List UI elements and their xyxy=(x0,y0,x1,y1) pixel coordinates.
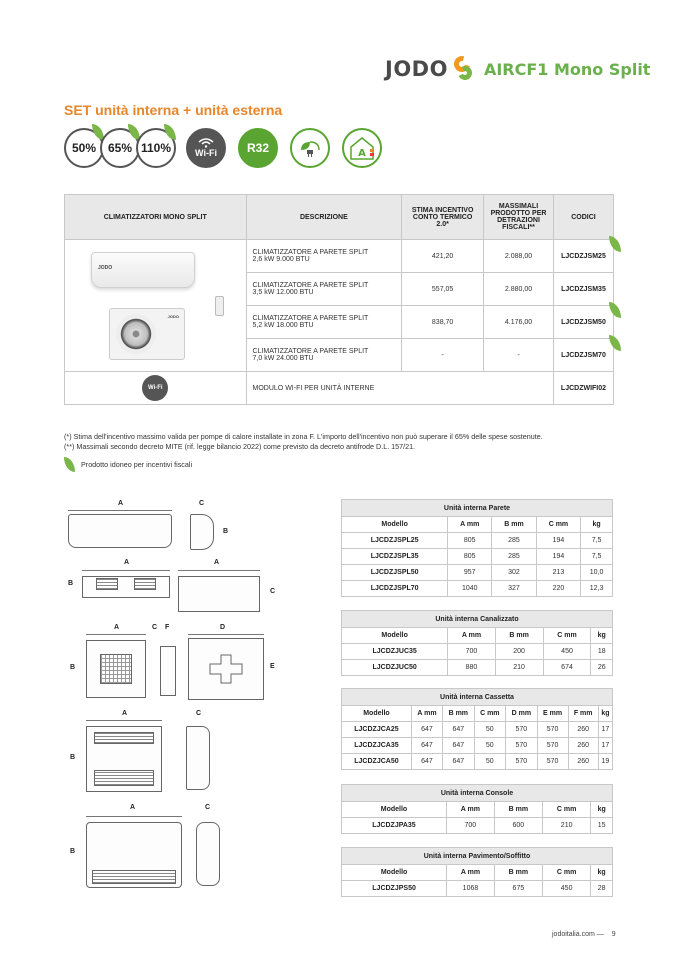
dim-label-b: B xyxy=(223,528,229,535)
dim-label-a: A xyxy=(214,559,220,566)
table-row: LJCDZJSPL50 957 302 213 10,0 xyxy=(342,565,613,581)
table-row: LJCDZJSPL70 1040 327 220 12,3 xyxy=(342,581,613,597)
indoor-unit-image: JODO xyxy=(91,252,195,288)
dim-label-e: E xyxy=(270,663,275,670)
table-row: LJCDZJUC50 880 210 674 26 xyxy=(342,660,613,676)
spec-table-cassetta xyxy=(341,688,613,770)
row-massimale: - xyxy=(484,339,554,372)
row-description: CLIMATIZZATORE A PARETE SPLIT 7,0 kW 24.000 BTU xyxy=(246,339,402,372)
col-header: A mm xyxy=(448,628,495,644)
col-header-descrizione: DESCRIZIONE xyxy=(246,195,402,240)
dim-label-c: C xyxy=(270,588,276,595)
brand-header xyxy=(385,54,650,84)
col-header: B mm xyxy=(494,802,542,818)
col-header: C mm xyxy=(474,706,506,722)
row-massimale: 2.880,00 xyxy=(484,273,554,306)
svg-text:A: A xyxy=(358,148,366,159)
col-header: kg xyxy=(598,706,612,722)
table-row: LJCDZJCA50 647 647 50 570 570 260 19 xyxy=(342,754,613,770)
col-header: kg xyxy=(581,517,613,533)
dim-label-a: A xyxy=(122,710,128,717)
row-description: CLIMATIZZATORE A PARETE SPLIT 2,6 kW 9.000 BTU xyxy=(246,240,402,273)
col-header: Modello xyxy=(342,802,447,818)
col-header: B mm xyxy=(492,517,536,533)
row-codice: LJCDZJSM50 xyxy=(553,306,613,339)
footnote-1: (*) Stima dell'incentivo massimo valida per pompe di calore installate in zona F. L'importo dell'incentivo non può superare il 65% delle spese sostenute. xyxy=(64,432,543,441)
spec-table-title: Unità interna Parete xyxy=(342,500,613,517)
row-codice: LJCDZJSM70 xyxy=(553,339,613,372)
col-header: C mm xyxy=(543,865,591,881)
table-row xyxy=(65,240,614,273)
row-incentivo: - xyxy=(402,339,484,372)
col-header: kg xyxy=(591,802,613,818)
row-codice: LJCDZWIFI02 xyxy=(553,372,613,405)
col-header: Modello xyxy=(342,865,447,881)
col-header: D mm xyxy=(506,706,538,722)
col-header: F mm xyxy=(568,706,598,722)
row-incentivo: 421,20 xyxy=(402,240,484,273)
col-header-codici: CODICI xyxy=(553,195,613,240)
col-header-incentivo: STIMA INCENTIVO CONTO TERMICO 2.0* xyxy=(402,195,484,240)
row-codice: LJCDZJSM35 xyxy=(553,273,613,306)
spec-table-parete xyxy=(341,499,613,597)
row-description: MODULO WI-FI PER UNITÀ INTERNE xyxy=(246,372,553,405)
spec-table-pavimento-soffitto xyxy=(341,847,613,897)
floor-ceiling-unit-side-drawing xyxy=(196,822,220,886)
col-header-climatizzatori: CLIMATIZZATORI MONO SPLIT xyxy=(65,195,247,240)
dim-label-a: A xyxy=(124,559,130,566)
table-header-row xyxy=(65,195,614,240)
spec-table-title: Unità interna Canalizzato xyxy=(342,611,613,628)
dim-label-b: B xyxy=(70,848,76,855)
col-header: Modello xyxy=(342,706,412,722)
col-header: Modello xyxy=(342,628,448,644)
eco-plug-icon xyxy=(290,128,330,168)
product-image-cell xyxy=(65,240,247,372)
wall-unit-side-drawing xyxy=(190,514,214,550)
energy-class-a-icon xyxy=(342,128,382,168)
row-codice: LJCDZJSM25 xyxy=(553,240,613,273)
dim-label-a: A xyxy=(114,624,120,631)
wifi-icon: Wi-Fi xyxy=(186,128,226,168)
wifi-icon: Wi-Fi xyxy=(142,375,168,401)
dim-label-d: D xyxy=(220,624,226,631)
col-header-massimali: MASSIMALI PRODOTTO PER DETRAZIONI FISCALI** xyxy=(484,195,554,240)
spec-table-canalizzato xyxy=(341,610,613,676)
spec-table-title: Unità interna Pavimento/Soffitto xyxy=(342,848,613,865)
leaf-110-icon: 110% xyxy=(136,128,176,168)
table-row: LJCDZJSPL25 805 285 194 7,5 xyxy=(342,533,613,549)
col-header: A mm xyxy=(447,865,495,881)
console-unit-side-drawing xyxy=(186,726,210,790)
col-header: B mm xyxy=(443,706,475,722)
footnote-2: (**) Massimali secondo decreto MITE (rif. legge bilancio 2022) come previsto da decreto antifrode D.L. 157/21. xyxy=(64,442,416,451)
footer-site-link[interactable]: jodoitalia.com — xyxy=(552,931,604,938)
table-row: LJCDZJCA25 647 647 50 570 570 260 17 xyxy=(342,722,613,738)
footnotes xyxy=(64,432,543,452)
col-header: E mm xyxy=(537,706,568,722)
leaf-legend: Prodotto idoneo per incentivi fiscali xyxy=(64,457,192,472)
dim-label-a: A xyxy=(118,500,124,507)
col-header: Modello xyxy=(342,517,448,533)
dim-label-c: C xyxy=(196,710,202,717)
r32-refrigerant-icon: R32 xyxy=(238,128,278,168)
page-footer xyxy=(552,931,616,938)
col-header: A mm xyxy=(446,802,494,818)
col-header: A mm xyxy=(448,517,492,533)
brand-logo: JODO xyxy=(385,57,448,81)
leaf-65-icon: 65% xyxy=(100,128,140,168)
wifi-module-image-cell xyxy=(65,372,247,405)
row-incentivo: 557,05 xyxy=(402,273,484,306)
dim-label-f: F xyxy=(165,624,170,631)
col-header: A mm xyxy=(411,706,442,722)
col-header: B mm xyxy=(494,865,542,881)
brand-mark-icon xyxy=(452,54,474,84)
row-incentivo: 838,70 xyxy=(402,306,484,339)
ducted-unit-top-drawing xyxy=(178,576,260,612)
dim-label-c: C xyxy=(205,804,211,811)
row-massimale: 2.088,00 xyxy=(484,240,554,273)
dimension-drawings xyxy=(68,498,283,898)
page-number: 9 xyxy=(611,931,616,938)
row-description: CLIMATIZZATORE A PARETE SPLIT 5,2 kW 18.000 BTU xyxy=(246,306,402,339)
outdoor-unit-image: JODO xyxy=(109,308,185,360)
col-header: B mm xyxy=(495,628,543,644)
product-table xyxy=(64,194,614,405)
spec-table-console xyxy=(341,784,613,834)
col-header: C mm xyxy=(543,802,591,818)
leaf-icon xyxy=(609,236,621,252)
product-name: AIRCF1 Mono Split xyxy=(483,59,651,79)
col-header: kg xyxy=(591,865,613,881)
wall-unit-front-drawing xyxy=(68,514,172,548)
table-row: LJCDZJPS50 1068 675 450 28 xyxy=(342,881,613,897)
leaf-icon xyxy=(64,457,75,472)
table-row: LJCDZJSPL35 805 285 194 7,5 xyxy=(342,549,613,565)
spec-table-title: Unità interna Console xyxy=(342,785,613,802)
dim-label-b: B xyxy=(70,754,76,761)
col-header: C mm xyxy=(543,628,591,644)
set-title: SET unità interna + unità esterna xyxy=(64,102,283,118)
dim-label-c: C xyxy=(199,500,205,507)
leaf-50-icon: 50% xyxy=(64,128,104,168)
leaf-icon xyxy=(609,335,621,351)
table-row: LJCDZJPA35 700 600 210 15 xyxy=(342,818,613,834)
col-header: kg xyxy=(591,628,613,644)
dim-label-c: C xyxy=(152,624,158,631)
dim-label-b: B xyxy=(68,580,74,587)
dim-label-b: B xyxy=(70,664,76,671)
col-header: C mm xyxy=(536,517,580,533)
cassette-cross-drawing xyxy=(208,653,244,685)
leaf-icon xyxy=(609,302,621,318)
row-description: CLIMATIZZATORE A PARETE SPLIT 3,5 kW 12.000 BTU xyxy=(246,273,402,306)
dim-label-a: A xyxy=(130,804,136,811)
row-massimale: 4.176,00 xyxy=(484,306,554,339)
table-row-wifi xyxy=(65,372,614,405)
table-row: LJCDZJUC35 700 200 450 18 xyxy=(342,644,613,660)
cassette-unit-side-drawing xyxy=(160,646,176,696)
remote-control-image xyxy=(215,296,224,316)
spec-table-title: Unità interna Cassetta xyxy=(342,689,613,706)
table-row: LJCDZJCA35 647 647 50 570 570 260 17 xyxy=(342,738,613,754)
